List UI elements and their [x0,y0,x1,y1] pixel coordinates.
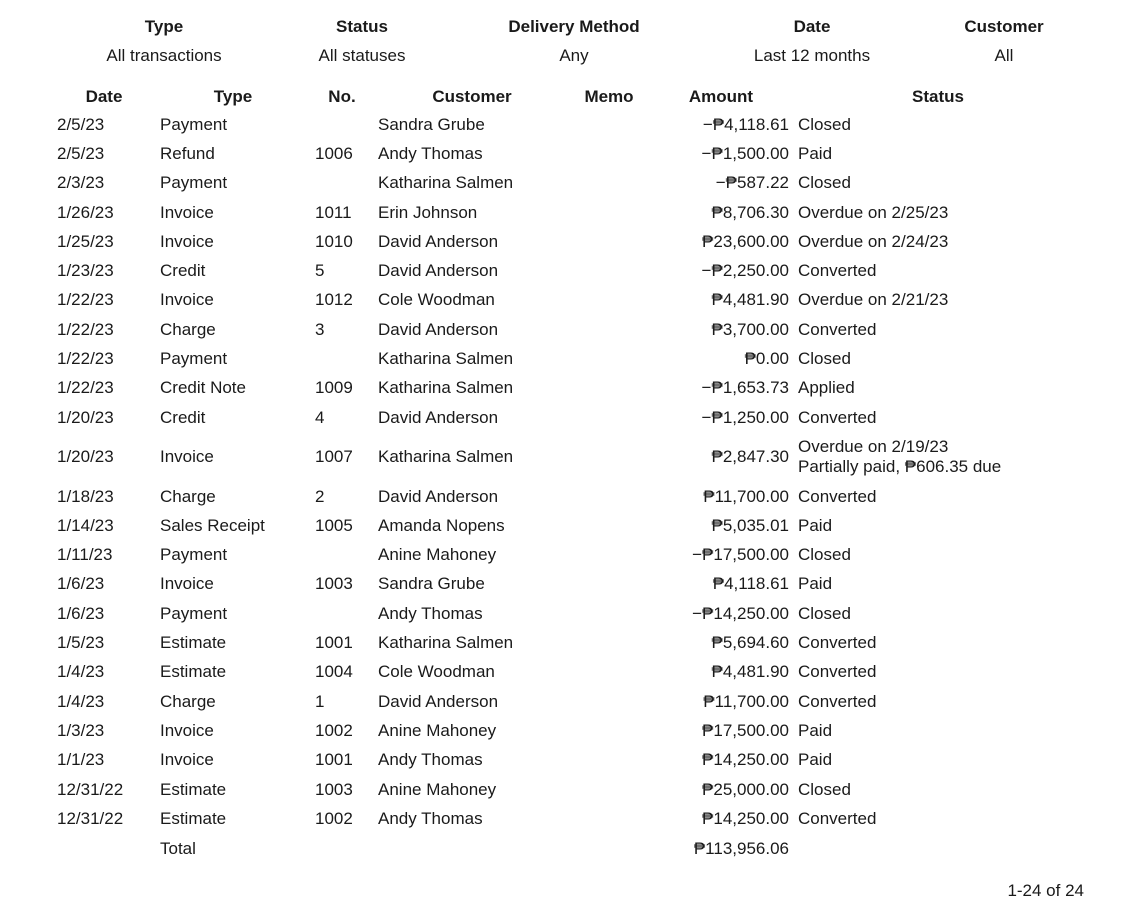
cell-amount: ₱3,700.00 [711,319,789,339]
cell-no: 1003 [315,574,353,594]
status-line: Closed [798,545,851,565]
column-header-amount[interactable]: Amount [688,87,754,106]
cell-type: Charge [160,319,216,339]
status-line: Closed [798,114,851,134]
cell-status [798,110,1118,139]
cell-date: 2/5/23 [57,114,105,134]
cell-type: Invoice [160,750,214,770]
table-row[interactable] [0,374,1134,403]
cell-customer: Katharina Salmen [378,378,514,398]
cell-customer: Anine Mahoney [378,545,497,565]
cell-date: 1/1/23 [57,750,105,770]
cell-amount: ₱4,481.90 [711,662,789,682]
cell-status [798,198,1118,227]
cell-status [798,599,1118,628]
cell-amount: ₱11,700.00 [703,691,789,711]
cell-customer: Cole Woodman [378,662,495,682]
filter-date-value[interactable]: Last 12 months [753,46,871,65]
cell-date: 1/4/23 [57,691,105,711]
status-line: Converted [798,486,877,506]
total-amount: ₱113,956.06 [693,838,789,858]
cell-date: 1/3/23 [57,720,105,740]
table-row[interactable] [0,315,1134,344]
cell-no: 1012 [315,290,353,310]
cell-type: Invoice [160,574,214,594]
cell-type: Credit [160,261,206,281]
cell-date: 1/22/23 [57,290,114,310]
cell-status [798,432,1118,482]
cell-type: Payment [160,349,228,369]
filter-type-label[interactable]: Type [144,17,184,36]
cell-amount: −₱17,500.00 [692,545,789,565]
cell-no: 1007 [315,447,353,467]
cell-no: 1005 [315,515,353,535]
cell-status [798,687,1118,716]
cell-status [798,570,1118,599]
cell-type: Payment [160,545,228,565]
filter-delivery-method[interactable] [494,16,654,67]
status-line: Overdue on 2/21/23 [798,290,949,310]
cell-no: 5 [315,261,325,281]
filter-type[interactable] [84,16,244,67]
cell-customer: Andy Thomas [378,603,483,623]
status-line: Converted [798,633,877,653]
cell-status [798,511,1118,540]
status-line: Converted [798,261,877,281]
table-row[interactable] [0,804,1134,833]
cell-status [798,716,1118,745]
filter-delivery-method-value[interactable]: Any [559,46,589,65]
cell-amount: −₱587.22 [715,173,789,193]
cell-amount: ₱11,700.00 [703,486,789,506]
cell-type: Invoice [160,231,214,251]
cell-type: Credit Note [160,378,246,398]
cell-no: 3 [315,319,325,339]
cell-status [798,628,1118,657]
cell-no [315,169,375,198]
status-line: Paid [798,720,833,740]
cell-amount: ₱2,847.30 [711,447,789,467]
filter-date[interactable] [732,16,892,67]
cell-date: 2/3/23 [57,173,105,193]
cell-date: 1/23/23 [57,261,114,281]
cell-date: 1/26/23 [57,202,114,222]
filter-status-value[interactable]: All statuses [318,46,406,65]
column-header-memo[interactable]: Memo [584,87,634,106]
cell-amount: ₱17,500.00 [702,720,789,740]
table-row[interactable] [0,775,1134,804]
table-row[interactable] [0,658,1134,687]
status-line: Paid [798,574,833,594]
cell-customer: David Anderson [378,261,499,281]
cell-customer: Sandra Grube [378,114,485,134]
cell-status [798,139,1118,168]
column-header-customer[interactable]: Customer [432,87,512,106]
cell-date: 1/11/23 [57,545,113,565]
table-row[interactable] [0,511,1134,540]
filter-customer[interactable] [934,16,1074,67]
cell-date: 1/25/23 [57,231,114,251]
cell-status [798,541,1118,570]
cell-type: Estimate [160,662,227,682]
cell-no: 4 [315,407,325,427]
cell-no [315,344,375,373]
status-line: Converted [798,662,877,682]
cell-status [798,227,1118,256]
table-row[interactable] [0,198,1134,227]
cell-amount: −₱2,250.00 [701,261,789,281]
cell-no: 1001 [315,750,353,770]
cell-customer: Andy Thomas [378,143,483,163]
cell-customer: Andy Thomas [378,808,483,828]
cell-customer: Cole Woodman [378,290,495,310]
cell-status [798,403,1118,432]
cell-customer: Katharina Salmen [378,447,514,467]
cell-customer: David Anderson [378,407,499,427]
transactions-table [0,86,1134,864]
cell-customer: Katharina Salmen [378,173,514,193]
table-row[interactable] [0,628,1134,657]
status-line: Paid [798,515,833,535]
cell-customer: Amanda Nopens [378,515,505,535]
cell-amount: ₱4,481.90 [711,290,789,310]
cell-date: 1/18/23 [57,486,114,506]
status-line: Overdue on 2/24/23 [798,231,949,251]
table-row[interactable] [0,286,1134,315]
table-row[interactable] [0,432,1134,482]
status-line: Closed [798,173,851,193]
cell-status [798,344,1118,373]
cell-no: 1006 [315,143,353,163]
filter-date-label[interactable]: Date [793,17,831,36]
column-header-no[interactable]: No. [328,87,356,106]
cell-amount: ₱0.00 [744,349,789,369]
table-row[interactable] [0,570,1134,599]
cell-amount: −₱1,250.00 [701,407,789,427]
filter-status[interactable] [292,16,432,67]
cell-status [798,374,1118,403]
cell-date: 1/5/23 [57,633,105,653]
table-row[interactable] [0,256,1134,285]
table-row[interactable] [0,344,1134,373]
cell-type: Credit [160,407,206,427]
filter-bar [0,0,1134,80]
cell-date: 1/14/23 [57,515,114,535]
cell-no [315,541,375,570]
cell-amount: ₱5,694.60 [711,633,789,653]
cell-amount: ₱5,035.01 [711,515,789,535]
cell-customer: Katharina Salmen [378,349,514,369]
cell-no [315,110,375,139]
cell-date: 12/31/22 [57,808,124,828]
cell-amount: ₱8,706.30 [711,202,789,222]
table-row[interactable] [0,541,1134,570]
cell-type: Estimate [160,633,227,653]
cell-type: Invoice [160,720,214,740]
cell-customer: Andy Thomas [378,750,483,770]
table-header [0,86,1134,110]
cell-status [798,658,1118,687]
cell-customer: Anine Mahoney [378,720,497,740]
cell-date: 1/6/23 [57,603,105,623]
cell-type: Payment [160,114,228,134]
table-row[interactable] [0,110,1134,139]
cell-date: 2/5/23 [57,143,105,163]
total-label: Total [160,838,196,858]
status-line: Closed [798,779,851,799]
cell-type: Sales Receipt [160,515,265,535]
filter-customer-value[interactable]: All [994,46,1014,65]
filter-delivery-method-label[interactable]: Delivery Method [508,17,640,36]
cell-amount: ₱14,250.00 [702,808,789,828]
cell-customer: Sandra Grube [378,574,485,594]
cell-status [798,775,1118,804]
status-line: Overdue on 2/19/23 [798,437,949,457]
cell-status [798,169,1118,198]
cell-amount: −₱1,653.73 [701,378,789,398]
table-row[interactable] [0,169,1134,198]
table-row[interactable] [0,599,1134,628]
cell-customer: David Anderson [378,231,499,251]
cell-type: Payment [160,603,228,623]
status-line: Applied [798,378,855,398]
cell-type: Charge [160,486,216,506]
filter-customer-label[interactable]: Customer [964,17,1044,36]
cell-amount: ₱4,118.61 [712,574,789,594]
cell-no: 2 [315,486,325,506]
cell-type: Invoice [160,202,214,222]
cell-no: 1011 [315,202,352,222]
cell-type: Payment [160,173,228,193]
cell-no: 1003 [315,779,353,799]
column-header-type[interactable]: Type [213,87,253,106]
cell-type: Invoice [160,290,214,310]
cell-customer: Erin Johnson [378,202,478,222]
table-row[interactable] [0,403,1134,432]
table-row[interactable] [0,746,1134,775]
cell-date: 1/6/23 [57,574,105,594]
table-row[interactable] [0,716,1134,745]
column-header-status[interactable]: Status [912,87,964,106]
status-line: Paid [798,750,833,770]
cell-date: 1/22/23 [57,319,114,339]
cell-type: Refund [160,143,215,163]
cell-status [798,286,1118,315]
table-row[interactable] [0,687,1134,716]
cell-type: Estimate [160,808,227,828]
cell-amount: −₱4,118.61 [702,114,789,134]
column-header-date[interactable]: Date [85,87,123,106]
cell-status [798,804,1118,833]
status-line: Converted [798,407,877,427]
cell-date: 1/4/23 [57,662,105,682]
filter-type-value[interactable]: All transactions [106,46,222,65]
cell-status [798,746,1118,775]
cell-type: Estimate [160,779,227,799]
cell-status [798,315,1118,344]
cell-customer: David Anderson [378,486,499,506]
cell-date: 1/22/23 [57,349,114,369]
cell-no: 1 [315,691,325,711]
cell-amount: ₱23,600.00 [702,231,789,251]
table-body [0,110,1134,834]
status-line: Closed [798,603,851,623]
cell-amount: ₱14,250.00 [702,750,789,770]
cell-amount: −₱14,250.00 [692,603,789,623]
cell-amount: −₱1,500.00 [701,143,789,163]
cell-type: Invoice [160,447,214,467]
cell-customer: David Anderson [378,319,499,339]
status-line: Paid [798,143,833,163]
table-row[interactable] [0,482,1134,511]
cell-no [315,599,375,628]
cell-customer: Anine Mahoney [378,779,497,799]
cell-amount: ₱25,000.00 [702,779,789,799]
cell-no: 1002 [315,808,353,828]
cell-customer: David Anderson [378,691,499,711]
cell-date: 12/31/22 [57,779,124,799]
status-line: Converted [798,808,877,828]
cell-status [798,482,1118,511]
status-line: Overdue on 2/25/23 [798,202,949,222]
status-line: Partially paid, ₱606.35 due [798,457,1002,477]
status-line: Closed [798,349,851,369]
table-row[interactable] [0,227,1134,256]
cell-customer: Katharina Salmen [378,633,514,653]
cell-no: 1001 [315,633,353,653]
total-row [0,834,1134,864]
cell-type: Charge [160,691,216,711]
filter-status-label[interactable]: Status [336,17,388,36]
cell-no: 1009 [315,378,353,398]
cell-no: 1004 [315,662,353,682]
cell-status [798,256,1118,285]
cell-date: 1/20/23 [57,447,114,467]
status-line: Converted [798,319,877,339]
pagination-info: 1-24 of 24 [1007,881,1084,900]
cell-no: 1010 [315,231,353,251]
status-line: Converted [798,691,877,711]
cell-date: 1/22/23 [57,378,114,398]
table-row[interactable] [0,139,1134,168]
cell-date: 1/20/23 [57,407,114,427]
cell-no: 1002 [315,720,353,740]
